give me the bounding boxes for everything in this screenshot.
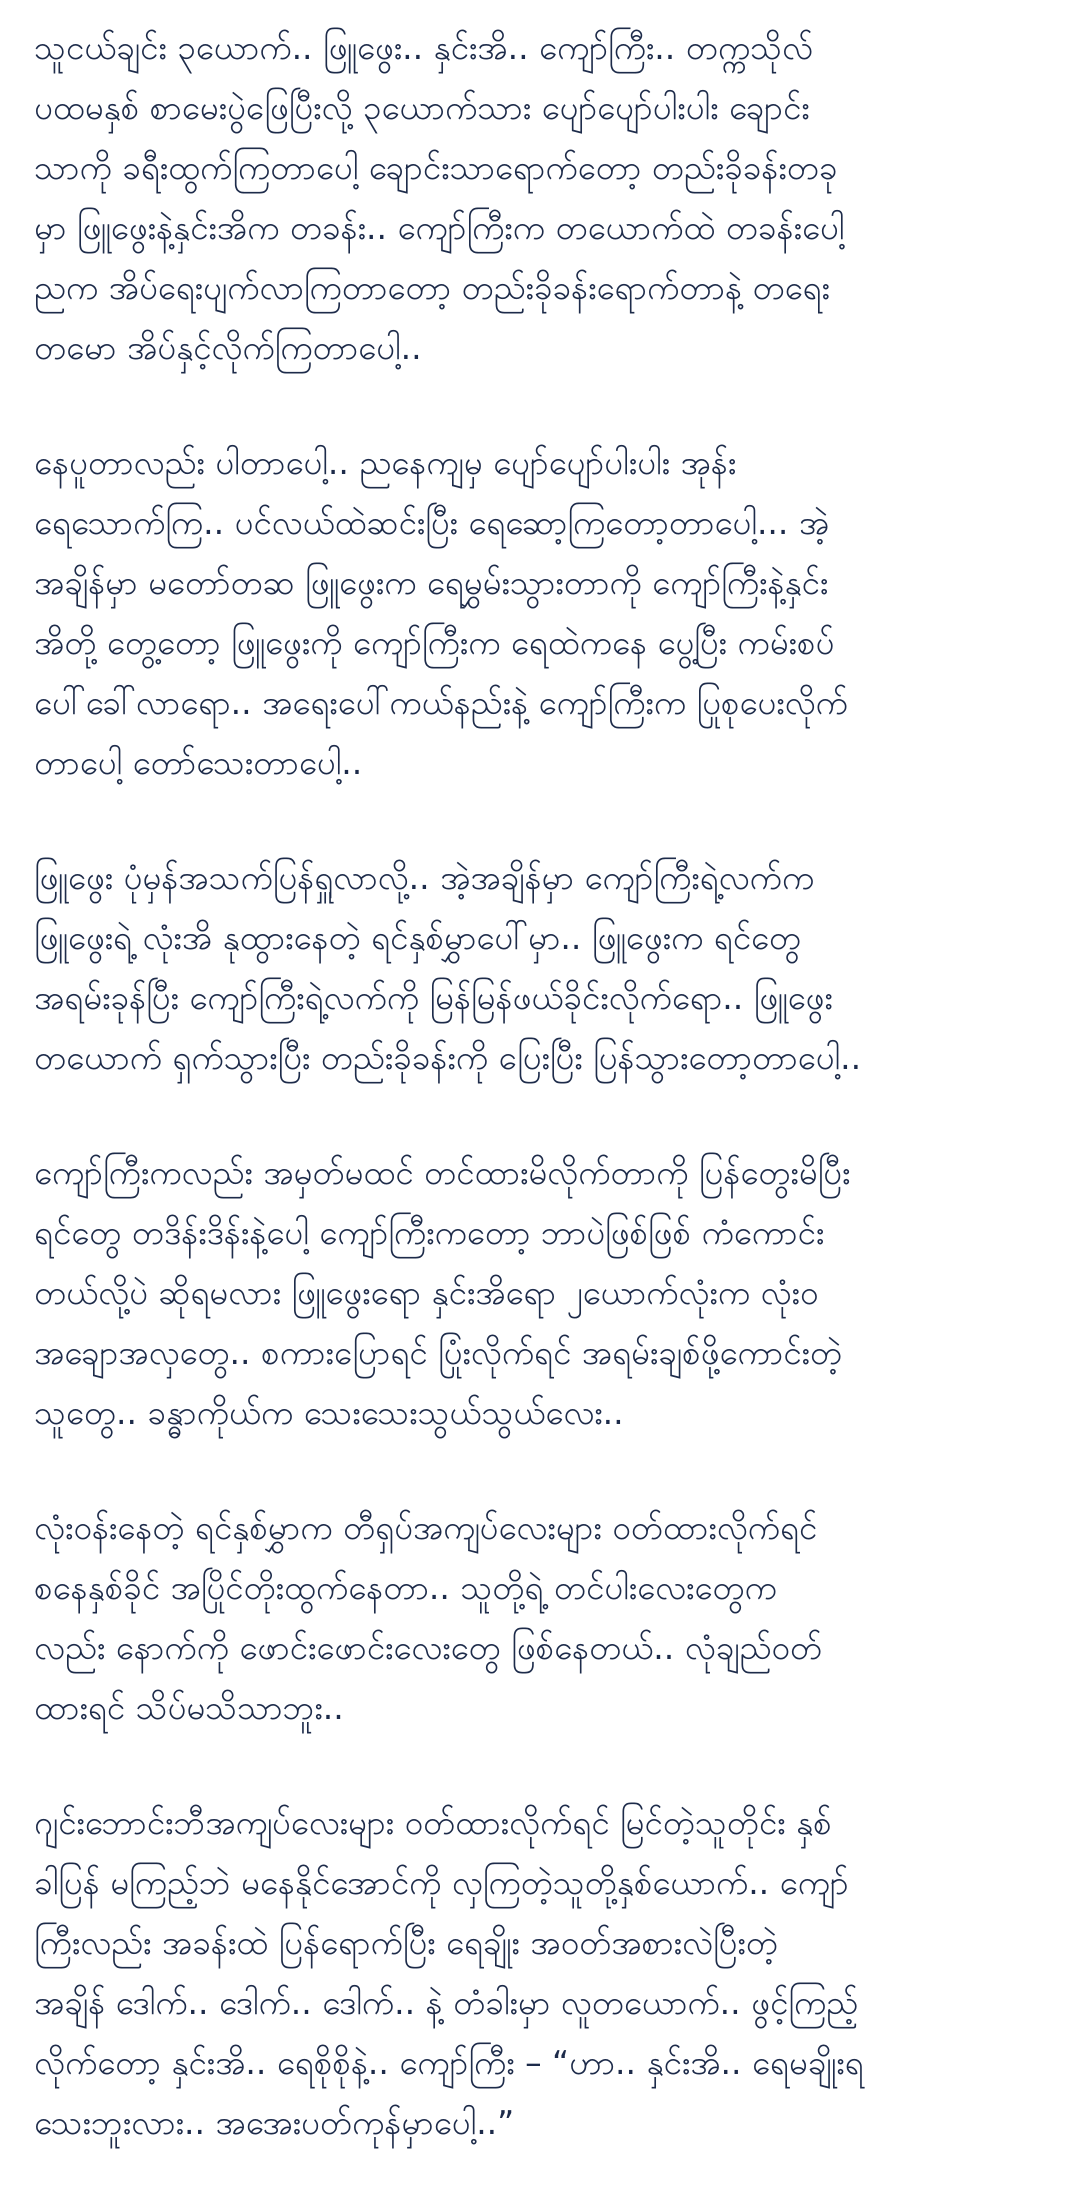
text-line: အရမ်းခုန်ပြီး ကျော်ကြီးရဲ့လက်ကို မြန်မြန်ဖယ်ခိုင်းလိုက်ရော.. ဖြူဖွေး	[34, 978, 833, 1017]
text-line: အချိန် ဒေါက်.. ဒေါက်.. ဒေါက်.. နဲ့ တံခါးမှာ လူတယောက်.. ဖွင့်ကြည့်	[34, 1983, 859, 2022]
text-line: ဖြူဖွေးရဲ့ လုံးအိ နုထွားနေတဲ့ ရင်နှစ်မွှာပေါ်မှာ.. ဖြူဖွေးက ရင်တွေ	[34, 918, 802, 957]
text-line: ထားရင် သိပ်မသိသာဘူး..	[34, 1688, 344, 1727]
text-line: ညက အိပ်ရေးပျက်လာကြတာတော့ တည်းခိုခန်းရောက်တာနဲ့ တရေး	[34, 268, 830, 307]
text-line: ဖြူဖွေး ပုံမှန်အသက်ပြန်ရှူလာလို့.. အဲ့အချိန်မှာ ကျော်ကြီးရဲ့လက်က	[34, 858, 815, 897]
text-line: သေးဘူးလား.. အအေးပတ်ကုန်မှာပေါ့..”	[34, 2103, 515, 2142]
text-line: သူတွေ.. ခန္ဓာကိုယ်က သေးသေးသွယ်သွယ်လေး..	[34, 1393, 624, 1432]
paragraph-3	[34, 848, 1046, 1088]
text-line: တယ်လို့ပဲ ဆိုရမလား ဖြူဖွေးရော နှင်းအိရော ၂ယောက်လုံးက လုံးဝ	[34, 1273, 819, 1312]
text-line: တာပေါ့ တော်သေးတာပေါ့..	[34, 743, 363, 782]
text-line: လိုက်တော့ နှင်းအိ.. ရေစိုစိုနဲ့.. ကျော်ကြီး – “ဟာ.. နှင်းအိ.. ရေမချိုးရ	[34, 2043, 864, 2082]
text-line: ပထမနှစ် စာမေးပွဲဖြေပြီးလို့ ၃ယောက်သား ပျော်ပျော်ပါးပါး ချောင်း	[34, 88, 810, 127]
text-line: လုံးဝန်းနေတဲ့ ရင်နှစ်မွှာက တီရှပ်အကျပ်လေးများ ဝတ်ထားလိုက်ရင်	[34, 1508, 818, 1547]
text-line: မှာ ဖြူဖွေးနဲ့နှင်းအိက တခန်း.. ကျော်ကြီးက တယောက်ထဲ တခန်းပေါ့	[34, 208, 845, 247]
paragraph-2	[34, 433, 1046, 793]
paragraph-6	[34, 1793, 1046, 2153]
text-line: အိတို့ တွေ့တော့ ဖြူဖွေးကို ကျော်ကြီးက ရေထဲကနေ ပွေ့ပြီး ကမ်းစပ်	[34, 623, 835, 662]
text-line: ခါပြန် မကြည့်ဘဲ မနေနိုင်အောင်ကို လှကြတဲ့သူတို့နှစ်ယောက်.. ကျော်	[34, 1863, 849, 1902]
text-line: ကြီးလည်း အခန်းထဲ ပြန်ရောက်ပြီး ရေချိုး အဝတ်အစားလဲပြီးတဲ့	[34, 1923, 778, 1962]
text-line: စနေနှစ်ခိုင် အပြိုင်တိုးထွက်နေတာ.. သူတို့ရဲ့ တင်ပါးလေးတွေက	[34, 1568, 777, 1607]
text-line: ကျော်ကြီးကလည်း အမှတ်မထင် တင်ထားမိလိုက်တာကို ပြန်တွေးမိပြီး	[34, 1153, 851, 1192]
text-line: လည်း နောက်ကို ဖောင်းဖောင်းလေးတွေ ဖြစ်နေတယ်.. လုံချည်ဝတ်	[34, 1628, 823, 1667]
paragraph-5	[34, 1498, 1046, 1738]
text-line: အချိန်မှာ မတော်တဆ ဖြူဖွေးက ရေမွှမ်းသွားတာကို ကျော်ကြီးနဲ့နှင်း	[34, 563, 829, 602]
text-line: ဂျင်းဘောင်းဘီအကျပ်လေးများ ဝတ်ထားလိုက်ရင် မြင်တဲ့သူတိုင်း နှစ်	[34, 1803, 832, 1842]
text-line: တမော အိပ်နှင့်လိုက်ကြတာပေါ့..	[34, 328, 422, 367]
text-line: နေပူတာလည်း ပါတာပေါ့.. ညနေကျမှ ပျော်ပျော်ပါးပါး အုန်း	[34, 443, 737, 482]
text-line: တယောက် ရှက်သွားပြီး တည်းခိုခန်းကို ပြေးပြီး ပြန်သွားတော့တာပေါ့..	[34, 1038, 862, 1077]
article-body	[34, 18, 1046, 2208]
text-line: သူငယ်ချင်း ၃ယောက်.. ဖြူဖွေး.. နှင်းအိ.. ကျော်ကြီး.. တက္ကသိုလ်	[34, 28, 813, 67]
paragraph-4	[34, 1143, 1046, 1443]
text-line: အချောအလှတွေ.. စကားပြောရင် ပြုံးလိုက်ရင် အရမ်းချစ်ဖို့ကောင်းတဲ့	[34, 1333, 843, 1372]
text-line: ရင်တွေ တဒိန်းဒိန်းနဲ့ပေါ့ ကျော်ကြီးကတော့ ဘာပဲဖြစ်ဖြစ် ကံကောင်း	[34, 1213, 825, 1252]
text-line: ပေါ်ခေါ်လာရော.. အရေးပေါ်ကယ်နည်းနဲ့ ကျော်ကြီးက ပြုစုပေးလိုက်	[34, 683, 848, 722]
paragraph-1	[34, 18, 1046, 378]
text-line: သာကို ခရီးထွက်ကြတာပေါ့ ချောင်းသာရောက်တော့ တည်းခိုခန်းတခု	[34, 148, 838, 187]
text-line: ရေသောက်ကြ.. ပင်လယ်ထဲဆင်းပြီး ရေဆော့ကြတော့တာပေါ့... အဲ့	[34, 503, 830, 542]
